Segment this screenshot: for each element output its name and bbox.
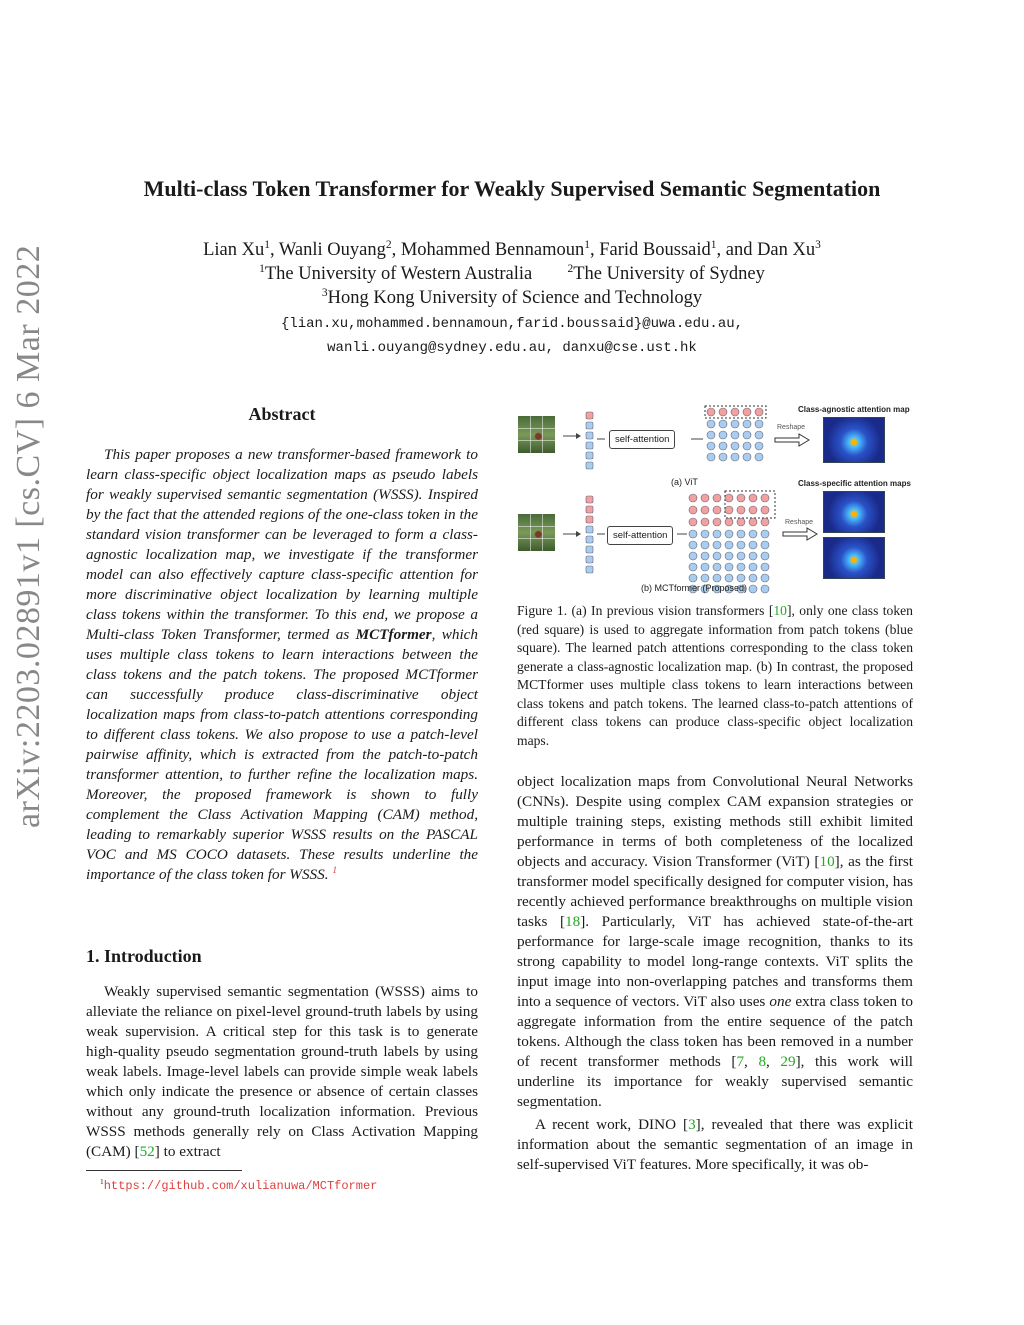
input-image-mct <box>518 514 555 551</box>
citation-link[interactable]: 3 <box>688 1116 696 1133</box>
subfigure-label-vit: (a) ViT <box>671 477 698 487</box>
patch-token <box>725 552 733 560</box>
class-token <box>689 506 697 514</box>
patch-token <box>701 530 709 538</box>
patch-token <box>689 574 697 582</box>
class-token <box>737 494 745 502</box>
patch-token <box>586 462 593 469</box>
patch-token <box>731 442 739 450</box>
class-token <box>719 408 727 416</box>
self-attention-box: self-attention <box>607 526 673 545</box>
agnostic-attention-map <box>823 417 885 463</box>
patch-token <box>713 552 721 560</box>
patch-token <box>701 541 709 549</box>
patch-token <box>731 453 739 461</box>
patch-token <box>586 546 593 553</box>
patch-token <box>719 442 727 450</box>
class-token <box>761 506 769 514</box>
class-token <box>737 518 745 526</box>
patch-token <box>586 452 593 459</box>
patch-token <box>701 563 709 571</box>
patch-token <box>725 541 733 549</box>
class-token <box>689 494 697 502</box>
patch-token <box>689 530 697 538</box>
citation-link[interactable]: 52 <box>139 1143 155 1160</box>
class-token <box>725 518 733 526</box>
patch-token <box>701 574 709 582</box>
email-line: wanli.ouyang@sydney.edu.au, danxu@cse.ust.hk <box>327 340 697 356</box>
patch-token <box>755 420 763 428</box>
patch-token <box>586 422 593 429</box>
patch-token <box>701 552 709 560</box>
class-token <box>725 506 733 514</box>
patch-token <box>586 556 593 563</box>
citation-link[interactable]: 29 <box>780 1053 796 1070</box>
patch-token <box>731 420 739 428</box>
class-token <box>725 494 733 502</box>
patch-token <box>749 574 757 582</box>
arxiv-stamp: arXiv:2203.02891v1 [cs.CV] 6 Mar 2022 <box>10 244 47 828</box>
citation-link[interactable]: 8 <box>758 1053 767 1070</box>
agnostic-map-title: Class-agnostic attention map <box>798 405 910 414</box>
patch-token <box>737 530 745 538</box>
patch-token <box>707 431 715 439</box>
patch-token <box>725 563 733 571</box>
patch-token <box>737 563 745 571</box>
intro-body: Weakly supervised semantic segmentation (WSSS) aims to alleviate the reliance on pixel-level ground-truth labels by using weak supervision. A critical step for this task is to generate high-quality pseudo segmentation ground-truth labels by using weak labels. Image-level labels can provide simple weak labels which only indicate the presence or absence of certain classes without any ground-truth localization information. Previous WSSS methods generally rely on Class Activation Mapping (CAM) [52] to extract <box>86 983 478 1160</box>
patch-token <box>755 453 763 461</box>
class-token <box>761 494 769 502</box>
author-name: Lian Xu <box>203 240 265 260</box>
patch-token <box>761 563 769 571</box>
class-token <box>749 506 757 514</box>
author-name: Farid Boussaid <box>599 240 711 260</box>
patch-token <box>713 541 721 549</box>
reshape-label: Reshape <box>777 424 806 431</box>
class-token <box>689 518 697 526</box>
class-token <box>586 412 593 419</box>
class-token <box>755 408 763 416</box>
patch-token <box>586 432 593 439</box>
citation-link[interactable]: 10 <box>819 853 835 870</box>
patch-token <box>761 552 769 560</box>
patch-token <box>707 442 715 450</box>
author-name: Wanli Ouyang <box>278 240 386 260</box>
patch-token <box>713 530 721 538</box>
affiliation-line: $^3$Hong Kong University of Science and Technology <box>321 286 703 308</box>
patch-token <box>731 431 739 439</box>
author-name: Mohammed Bennamoun <box>400 240 585 260</box>
class-token <box>701 494 709 502</box>
citation-link[interactable]: 10 <box>773 603 787 618</box>
patch-token <box>761 530 769 538</box>
patch-token <box>737 541 745 549</box>
patch-token <box>761 585 769 593</box>
patch-token <box>586 536 593 543</box>
specific-map-title: Class-specific attention maps <box>798 479 911 488</box>
patch-token <box>689 563 697 571</box>
footnote: $^1$https://github.com/xulianuwa/MCTformer <box>100 1177 378 1193</box>
patch-token <box>749 563 757 571</box>
class-token <box>713 518 721 526</box>
class-specific-attention-map-2 <box>823 537 885 579</box>
patch-token <box>586 566 593 573</box>
citation-link[interactable]: 7 <box>736 1053 745 1070</box>
patch-token <box>707 420 715 428</box>
reshape-label: Reshape <box>785 519 814 526</box>
class-token <box>761 518 769 526</box>
patch-token <box>689 552 697 560</box>
patch-token <box>743 453 751 461</box>
self-attention-box: self-attention <box>609 430 675 449</box>
affiliation-line: $^1$The University of Western Australia $^2$The University of Sydney <box>259 262 765 284</box>
footnote-link[interactable]: https://github.com/xulianuwa/MCTformer <box>103 1179 378 1193</box>
patch-token <box>713 563 721 571</box>
class-token <box>586 516 593 523</box>
patch-token <box>749 530 757 538</box>
patch-token <box>719 453 727 461</box>
patch-token <box>737 574 745 582</box>
author-list: Lian Xu$^1$, Wanli Ouyang$^2$, Mohammed Bennamoun$^1$, Farid Boussaid$^1$, and Dan Xu$^3$ <box>203 238 821 260</box>
footnote-ref[interactable]: 1 <box>332 865 338 876</box>
patch-token <box>761 541 769 549</box>
email-line: {lian.xu,mohammed.bennamoun,farid.boussaid}@uwa.edu.au, <box>280 316 744 332</box>
patch-token <box>749 541 757 549</box>
patch-token <box>755 442 763 450</box>
patch-token <box>755 431 763 439</box>
abstract-body: This paper proposes a new transformer-based framework to learn class-specific object localization maps as pseudo labels for weakly supervised semantic segmentation (WSSS). Inspired by the fact that the attended regions of the one-class token in the standard vision transformer can be leveraged to form a class-agnostic localization map, we investigate if the transformer model can also effectively capture class-specific attention for more discriminative object localization by learning multiple class tokens within the transformer. To this end, we propose a Multi-class Token Transformer, termed as MCTformer, which uses multiple class tokens to learn interactions between the class tokens and the patch tokens. The proposed MCTformer can successfully produce class-discriminative object localization maps from class-to-patch attentions corresponding to different class tokens. We also propose to use a patch-level pairwise affinity, which is extracted from the patch-to-patch transformer attention, to further refine the localization maps. Moreover, the proposed framework is shown to fully complement the Class Activation Mapping (CAM) method, leading to remarkably superior WSSS results on the PASCAL VOC and MS COCO datasets. These results underline the importance of the class token for WSSS. $^1$ <box>86 446 478 883</box>
patch-token <box>743 431 751 439</box>
paper-title: Multi-class Token Transformer for Weakly Supervised Semantic Segmentation <box>143 176 881 201</box>
figure-caption: Figure 1. (a) In previous vision transformers [10], only one class token (red square) is used to aggregate information from patch tokens (blue square). The learned patch attentions corresponding to the class token generate a class-agnostic localization map. (b) In contrast, the proposed MCTformer uses multiple class tokens to learn interactions between class tokens and patch tokens. The learned class-to-patch attentions of different class tokens can produce class-specific object localization maps. <box>517 603 913 748</box>
patch-token <box>719 420 727 428</box>
class-token <box>586 496 593 503</box>
patch-token <box>743 442 751 450</box>
patch-token <box>725 574 733 582</box>
class-token <box>586 506 593 513</box>
patch-token <box>749 552 757 560</box>
footnote-rule <box>86 1170 242 1171</box>
patch-token <box>719 431 727 439</box>
patch-token <box>586 442 593 449</box>
class-token <box>707 408 715 416</box>
patch-token <box>761 574 769 582</box>
patch-token <box>749 585 757 593</box>
method-name: MCTformer <box>355 626 432 643</box>
class-token <box>749 494 757 502</box>
citation-link[interactable]: 18 <box>565 913 581 930</box>
class-token <box>701 506 709 514</box>
class-token <box>737 506 745 514</box>
class-token <box>731 408 739 416</box>
author-name: and Dan Xu <box>725 240 816 260</box>
patch-token <box>737 552 745 560</box>
class-token <box>749 518 757 526</box>
class-token <box>701 518 709 526</box>
patch-token <box>743 420 751 428</box>
patch-token <box>707 453 715 461</box>
right-column-body: object localization maps from Convolutional Neural Networks (CNNs). Despite using complex CAM expansion strategies or multiple training steps, existing methods still exhibit limited performance in terms of both completeness of the localized objects and accuracy. Vision Transformer (ViT) [10], as the first transformer model specifically designed for computer vision, has recently achieved performance breakthroughs on multiple vision tasks [18]. Particularly, ViT has achieved state-of-the-art performance for large-scale image recognition, thanks to its strong capability to model long-range contexts. ViT splits the input image into non-overlapping patches and transforms them into a sequence of vectors. ViT also uses one extra class token to aggregate information from the entire sequence of the patch tokens. Although the class token has been removed in a number of recent transformer methods [7, 8, 29], this work will underline its importance for weakly supervised semantic segmentation. A recent work, DINO [3], revealed that there was explicit information about the semantic segmentation of an image in self-supervised ViT features. More specifically, it was ob- <box>517 773 914 1173</box>
figure-1 <box>517 402 917 598</box>
patch-token <box>689 541 697 549</box>
subfigure-label-mct: (b) MCTformer (Proposed) <box>641 583 748 593</box>
affiliation-usyd: The University of Sydney <box>573 264 765 284</box>
patch-token <box>713 574 721 582</box>
abstract-heading: Abstract <box>248 404 316 424</box>
class-token <box>713 506 721 514</box>
patch-token <box>725 530 733 538</box>
section-heading: 1. Introduction <box>86 946 202 966</box>
affiliation-uwa: The University of Western Australia <box>264 264 533 284</box>
class-specific-attention-map-1 <box>823 491 885 533</box>
class-token <box>743 408 751 416</box>
class-token <box>713 494 721 502</box>
affiliation-hkust: Hong Kong University of Science and Technology <box>327 288 703 308</box>
patch-token <box>586 526 593 533</box>
